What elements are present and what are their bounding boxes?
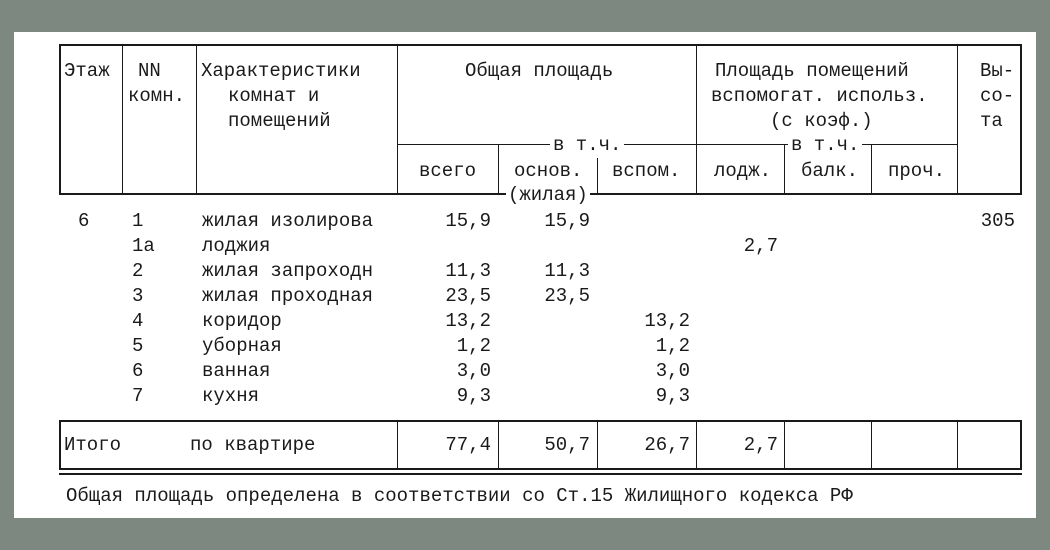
totals-aux: 26,7 — [644, 434, 690, 456]
cell-num: 4 — [132, 310, 144, 332]
cell-name: ванная — [202, 360, 271, 382]
col-border-10 — [1020, 44, 1022, 195]
totals-col-border-7 — [957, 420, 958, 470]
header-aux-area-2: вспомогат. использ. — [711, 85, 928, 107]
cell-num: 1а — [132, 235, 155, 257]
col-border-9 — [957, 44, 958, 195]
totals-top-border — [59, 420, 1022, 422]
cell-name: жилая изолирова — [202, 210, 374, 232]
cell-main: 23,5 — [544, 285, 590, 307]
footnote: Общая площадь определена в соответствии со Ст.15 Жилищного кодекса РФ — [66, 485, 853, 507]
totals-col-border-8 — [1020, 420, 1022, 470]
cell-height: 305 — [980, 210, 1015, 232]
totals-col-border-6 — [871, 420, 872, 470]
cell-aux: 3,0 — [655, 360, 690, 382]
totals-by-apartment: по квартире — [190, 434, 316, 456]
cell-total: 3,0 — [456, 360, 491, 382]
header-balcony: балк. — [801, 160, 859, 182]
header-incl-left: в т.ч. — [550, 133, 624, 158]
cell-name: кухня — [202, 385, 260, 407]
cell-num: 1 — [132, 210, 144, 232]
totals-col-border-5 — [784, 420, 785, 470]
header-height-2: со- — [980, 85, 1015, 107]
header-characteristics-2: комнат и — [228, 85, 320, 107]
header-top-border — [59, 44, 1022, 46]
cell-num: 7 — [132, 385, 144, 407]
cell-name: жилая проходная — [202, 285, 374, 307]
header-main-living: (жилая) — [508, 184, 588, 206]
cell-main: 15,9 — [544, 210, 590, 232]
totals-label: Итого — [64, 434, 122, 456]
header-aux-area-3: (с коэф.) — [770, 110, 873, 132]
document-sheet — [14, 32, 1036, 518]
col-border-0 — [59, 44, 61, 195]
cell-num: 3 — [132, 285, 144, 307]
header-floor: Этаж — [64, 60, 110, 82]
col-border-2 — [196, 44, 197, 195]
totals-loggia: 2,7 — [743, 434, 778, 456]
cell-total: 23,5 — [445, 285, 491, 307]
col-border-4 — [498, 144, 499, 195]
header-characteristics-1: Характеристики — [201, 60, 361, 82]
cell-total: 9,3 — [456, 385, 491, 407]
header-incl-right: в т.ч. — [788, 133, 862, 158]
cell-aux: 1,2 — [655, 335, 690, 357]
cell-total: 15,9 — [445, 210, 491, 232]
cell-total: 13,2 — [445, 310, 491, 332]
header-other: проч. — [888, 160, 946, 182]
col-border-8 — [871, 144, 872, 195]
totals-total: 77,4 — [445, 434, 491, 456]
cell-name: уборная — [202, 335, 282, 357]
header-room-number: комн. — [128, 85, 186, 107]
header-characteristics-3: помещений — [228, 110, 331, 132]
totals-double-border — [59, 473, 1022, 475]
cell-floor: 6 — [78, 210, 90, 232]
cell-aux: 13,2 — [644, 310, 690, 332]
cell-total: 1,2 — [456, 335, 491, 357]
header-total-area: Общая площадь — [465, 60, 614, 82]
col-border-7 — [784, 144, 785, 195]
col-border-1 — [122, 44, 123, 195]
header-main: основ. — [514, 160, 583, 182]
header-total-all: всего — [419, 160, 477, 182]
header-aux-area-1: Площадь помещений — [715, 60, 909, 82]
header-subrow-border — [397, 144, 957, 145]
cell-name: лоджия — [202, 235, 271, 257]
col-border-6 — [696, 44, 697, 195]
cell-name: коридор — [202, 310, 282, 332]
cell-num: 5 — [132, 335, 144, 357]
totals-main: 50,7 — [544, 434, 590, 456]
totals-col-border-0 — [59, 420, 61, 470]
header-height-1: Вы- — [980, 60, 1015, 82]
header-nn: NN — [138, 60, 161, 82]
cell-loggia: 2,7 — [743, 235, 778, 257]
header-height-3: та — [980, 110, 1003, 132]
cell-aux: 9,3 — [655, 385, 690, 407]
cell-main: 11,3 — [544, 260, 590, 282]
cell-num: 2 — [132, 260, 144, 282]
cell-num: 6 — [132, 360, 144, 382]
totals-bottom-border — [59, 468, 1022, 470]
cell-name: жилая запроходн — [202, 260, 374, 282]
col-border-3 — [397, 44, 398, 195]
cell-total: 11,3 — [445, 260, 491, 282]
header-loggia: лодж. — [714, 160, 772, 182]
header-aux: вспом. — [612, 160, 681, 182]
